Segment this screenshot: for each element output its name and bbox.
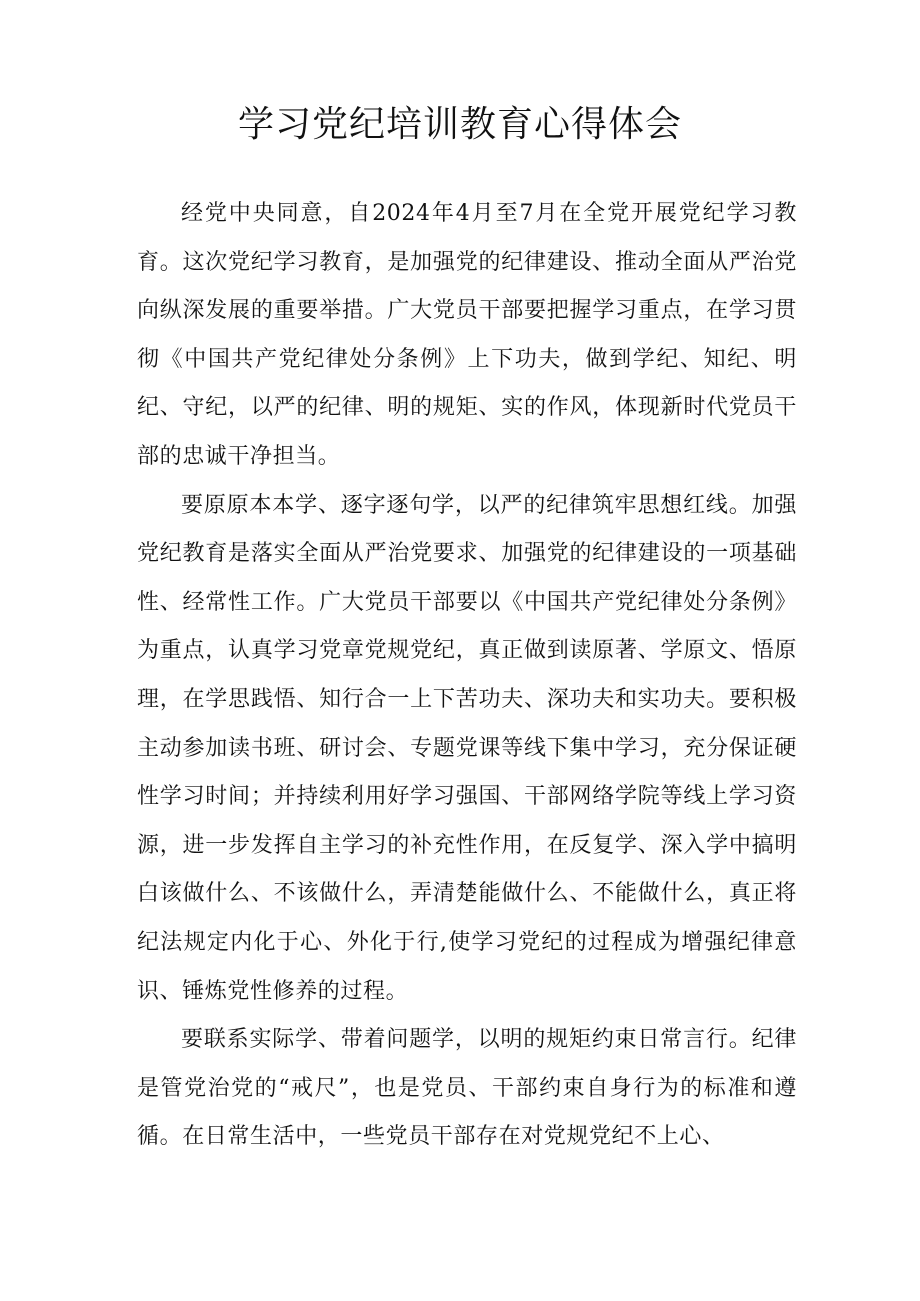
- paragraph-3: 要联系实际学、带着问题学，以明的规矩约束日常言行。纪律是管党治党的“戒尺”，也是党员、干部约束自身行为的标准和遵循。在日常生活中，一些党员干部存在对党规党纪不上心、: [137, 1027, 797, 1150]
- paragraph-1: 经党中央同意，自2024年4月至7月在全党开展党纪学习教育。这次党纪学习教育，是加强党的纪律建设、推动全面从严治党向纵深发展的重要举措。广大党员干部要把握学习重点，在学习贯彻《中国共产党纪律处分条例》上下功夫，做到学纪、知纪、明纪、守纪，以严的纪律、明的规矩、实的作风，体现新时代党员干部的忠诚干净担当。: [137, 201, 797, 469]
- paragraph-2: 要原原本本学、逐字逐句学，以严的纪律筑牢思想红线。加强党纪教育是落实全面从严治党要求、加强党的纪律建设的一项基础性、经常性工作。广大党员干部要以《中国共产党纪律处分条例》为重点，认真学习党章党规党纪，真正做到读原著、学原文、悟原理，在学思践悟、知行合一上下苦功夫、深功夫和实功夫。要积极主动参加读书班、研讨会、专题党课等线下集中学习，充分保证硬性学习时间；并持续利用好学习强国、干部网络学院等线上学习资源，进一步发挥自主学习的补充性作用，在反复学、深入学中搞明白该做什么、不该做什么，弄清楚能做什么、不能做什么，真正将纪法规定内化于心、外化于行,使学习党纪的过程成为增强纪律意识、锤炼党性修养的过程。: [137, 492, 797, 1004]
- document-title: 学习党纪培训教育心得体会: [237, 104, 682, 145]
- document-body: [137, 190, 797, 1162]
